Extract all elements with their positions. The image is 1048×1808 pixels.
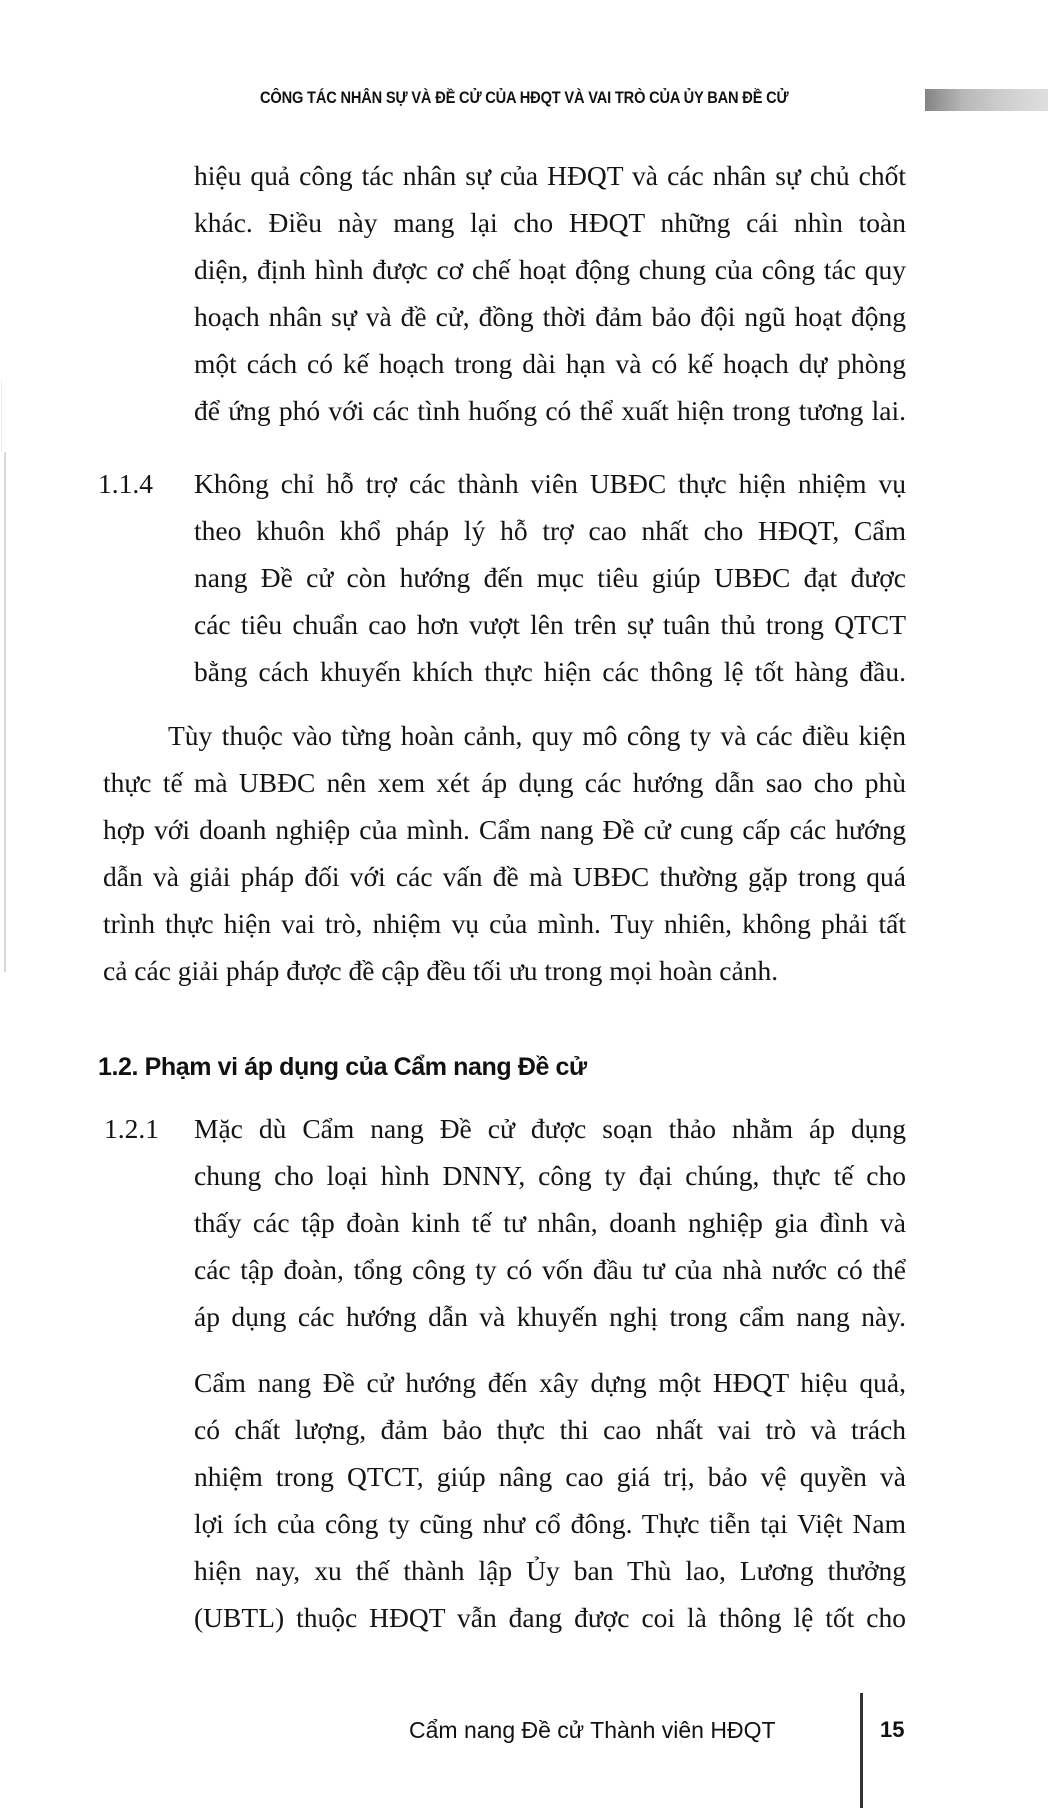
text-line: hiện nay, xu thế thành lập Ủy ban Thù lao, Lương thưởng <box>194 1555 906 1586</box>
text-line: hoạch nhân sự và đề cử, đồng thời đảm bảo đội ngũ hoạt động <box>194 301 906 332</box>
text-line: bằng cách khuyến khích thực hiện các thông lệ tốt hàng đầu. <box>194 656 906 687</box>
text-line: các tiêu chuẩn cao hơn vượt lên trên sự tuân thủ trong QTCT <box>194 609 906 640</box>
text-line: một cách có kế hoạch trong dài hạn và có kế hoạch dự phòng <box>194 348 906 379</box>
text-line: Mặc dù Cẩm nang Đề cử được soạn thảo nhằm áp dụng <box>194 1113 906 1144</box>
running-header: CÔNG TÁC NHÂN SỰ VÀ ĐỀ CỬ CỦA HĐQT VÀ VAI TRÒ CỦA ỦY BAN ĐỀ CỬ <box>260 88 789 107</box>
text-line: dẫn và giải pháp đối với các vấn đề mà UBĐC thường gặp trong quá <box>103 861 906 892</box>
text-line: (UBTL) thuộc HĐQT vẫn đang được coi là thông lệ tốt cho <box>194 1602 906 1633</box>
text-line: Cẩm nang Đề cử hướng đến xây dựng một HĐQT hiệu quả, <box>194 1367 906 1398</box>
item-number: 1.1.4 <box>98 468 153 499</box>
text-line: có chất lượng, đảm bảo thực thi cao nhất vai trò và trách <box>194 1414 906 1445</box>
header-decorative-bar <box>925 89 1048 111</box>
text-line: áp dụng các hướng dẫn và khuyến nghị trong cẩm nang này. <box>194 1301 906 1332</box>
text-line: chung cho loại hình DNNY, công ty đại chúng, thực tế cho <box>194 1160 906 1191</box>
section-heading: 1.2. Phạm vi áp dụng của Cẩm nang Đề cử <box>98 1053 587 1081</box>
text-line: nang Đề cử còn hướng đến mục tiêu giúp UBĐC đạt được <box>194 562 906 593</box>
text-line: thực tế mà UBĐC nên xem xét áp dụng các hướng dẫn sao cho phù <box>103 767 906 798</box>
text-line: lợi ích của công ty cũng như cổ đông. Thực tiễn tại Việt Nam <box>194 1508 906 1539</box>
text-line: hợp với doanh nghiệp của mình. Cẩm nang Đề cử cung cấp các hướng <box>103 814 906 845</box>
text-line: nhiệm trong QTCT, giúp nâng cao giá trị, bảo vệ quyền và <box>194 1461 906 1492</box>
text-line: Không chỉ hỗ trợ các thành viên UBĐC thực hiện nhiệm vụ <box>194 468 906 499</box>
text-line: các tập đoàn, tổng công ty có vốn đầu tư của nhà nước có thể <box>194 1254 906 1285</box>
text-line: diện, định hình được cơ chế hoạt động chung của công tác quy <box>194 254 906 285</box>
footer-book-title: Cẩm nang Đề cử Thành viên HĐQT <box>409 1717 776 1743</box>
text-line: hiệu quả công tác nhân sự của HĐQT và các nhân sự chủ chốt <box>194 160 906 191</box>
item-number: 1.2.1 <box>104 1113 159 1144</box>
text-line: thấy các tập đoàn kinh tế tư nhân, doanh nghiệp gia đình và <box>194 1207 906 1238</box>
page-edge-shadow <box>1 380 2 452</box>
text-line: Tùy thuộc vào từng hoàn cảnh, quy mô công ty và các điều kiện <box>168 720 906 751</box>
page-number: 15 <box>880 1717 905 1742</box>
text-line: trình thực hiện vai trò, nhiệm vụ của mình. Tuy nhiên, không phải tất <box>103 908 906 939</box>
page-edge-shadow <box>4 452 6 972</box>
text-line: để ứng phó với các tình huống có thể xuất hiện trong tương lai. <box>194 395 906 426</box>
text-line: khác. Điều này mang lại cho HĐQT những cái nhìn toàn <box>194 207 906 238</box>
footer-divider <box>860 1693 863 1808</box>
text-line: cả các giải pháp được đề cập đều tối ưu trong mọi hoàn cảnh. <box>103 955 779 986</box>
text-line: theo khuôn khổ pháp lý hỗ trợ cao nhất cho HĐQT, Cẩm <box>194 515 906 546</box>
